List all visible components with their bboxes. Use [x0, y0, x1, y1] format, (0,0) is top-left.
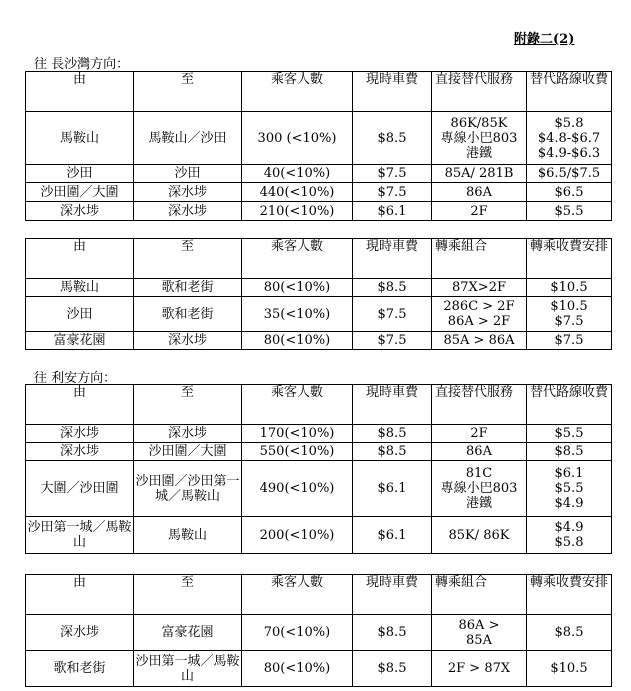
- cell-alt-service: [432, 461, 527, 517]
- table-row: [26, 517, 612, 554]
- header-alt-service: 直接替代服務: [432, 72, 527, 112]
- cell-passengers: 80(<10%): [242, 651, 353, 687]
- header-from: 由: [26, 72, 134, 112]
- header-to: 至: [134, 575, 242, 615]
- table-header-row: [26, 239, 612, 279]
- cell-fare: $6.1: [353, 202, 432, 221]
- cell-to: 深水埗: [134, 183, 242, 202]
- table-header-row: [26, 72, 612, 112]
- cell-transfer-combo: 2F > 87X: [432, 651, 527, 687]
- cell-to: 富豪花園: [134, 615, 242, 651]
- header-to: 至: [134, 239, 242, 279]
- cell-alt-service: 85K/ 86K: [432, 517, 527, 554]
- cell-transfer-combo: [432, 297, 527, 332]
- header-from: 由: [26, 575, 134, 615]
- cell-to: 歌和老街: [134, 297, 242, 332]
- cell-passengers: 490(<10%): [242, 461, 353, 517]
- cell-passengers: 170(<10%): [242, 425, 353, 443]
- cell-transfer-fare: $8.5: [527, 615, 612, 651]
- header-fare: 現時車費: [353, 72, 432, 112]
- section-heading-lee-on: 往 利安方向：: [34, 371, 117, 386]
- combo-line: 286C > 2F: [443, 299, 515, 314]
- alt-fare-line: $4.9: [554, 496, 584, 511]
- table-row: [26, 615, 612, 651]
- cell-from: 沙田圍／大圍: [26, 183, 134, 202]
- header-fare: 現時車費: [353, 575, 432, 615]
- header-passengers: 乘客人數: [242, 72, 353, 112]
- table-row: [26, 461, 612, 517]
- cell-to: 深水埗: [134, 202, 242, 221]
- cell-alt-service: 86A: [432, 183, 527, 202]
- cell-fare: $7.5: [353, 332, 432, 350]
- cell-transfer-combo: 87X>2F: [432, 279, 527, 297]
- cell-from: 深水埗: [26, 443, 134, 461]
- table-row: [26, 165, 612, 183]
- cell-alt-service: 85A/ 281B: [432, 165, 527, 183]
- header-passengers: 乘客人數: [242, 575, 353, 615]
- cell-alt-fare: $6.5/$7.5: [527, 165, 612, 183]
- direct-service-table-csw: [25, 71, 612, 221]
- cell-from: 沙田: [26, 297, 134, 332]
- alt-line: 專線小巴803: [440, 130, 518, 146]
- fare-line: $10.5: [550, 299, 588, 314]
- cell-from: 馬鞍山: [26, 279, 134, 297]
- header-from: 由: [26, 385, 134, 425]
- cell-passengers: 200(<10%): [242, 517, 353, 554]
- table-row: [26, 332, 612, 350]
- header-to: 至: [134, 385, 242, 425]
- table-row: [26, 202, 612, 221]
- header-alt-service: 直接替代服務: [432, 385, 527, 425]
- cell-passengers: 80(<10%): [242, 332, 353, 350]
- table-row: [26, 651, 612, 687]
- cell-fare: $7.5: [353, 297, 432, 332]
- cell-from: 深水埗: [26, 615, 134, 651]
- alt-fare-line: $5.8: [554, 535, 584, 550]
- cell-alt-service: 86A: [432, 443, 527, 461]
- cell-alt-fare: $6.5: [527, 183, 612, 202]
- cell-alt-fare: [527, 112, 612, 165]
- cell-fare: $8.5: [353, 112, 432, 165]
- table-header-row: [26, 575, 612, 615]
- header-alt-fare: 替代路線收費: [527, 385, 612, 425]
- cell-fare: $6.1: [353, 517, 432, 554]
- cell-fare: $7.5: [353, 183, 432, 202]
- cell-passengers: 210(<10%): [242, 202, 353, 221]
- cell-fare: $8.5: [353, 615, 432, 651]
- cell-to: 馬鞍山／沙田: [134, 112, 242, 165]
- section-heading-cheung-sha-wan: 往 長沙灣方向：: [34, 57, 130, 72]
- cell-alt-fare: $5.5: [527, 202, 612, 221]
- cell-from: 大圍／沙田圍: [26, 461, 134, 517]
- combo-line: 86A > 2F: [447, 314, 511, 329]
- table-row: [26, 443, 612, 461]
- alt-line: 港鐵: [465, 496, 492, 511]
- cell-passengers: 40(<10%): [242, 165, 353, 183]
- cell-alt-fare: $8.5: [527, 443, 612, 461]
- cell-from: 富豪花園: [26, 332, 134, 350]
- combo-line: 85A: [466, 632, 492, 648]
- header-fare: 現時車費: [353, 385, 432, 425]
- cell-fare: $7.5: [353, 165, 432, 183]
- cell-to: 沙田圍／沙田第一城／馬鞍山: [134, 461, 242, 517]
- fare-line: $7.5: [554, 314, 584, 329]
- cell-passengers: 550(<10%): [242, 443, 353, 461]
- cell-passengers: 80(<10%): [242, 279, 353, 297]
- cell-from: 馬鞍山: [26, 112, 134, 165]
- table-header-row: [26, 385, 612, 425]
- cell-passengers: 440(<10%): [242, 183, 353, 202]
- cell-alt-service: [432, 112, 527, 165]
- appendix-label: 附錄二(2): [514, 32, 575, 47]
- cell-transfer-fare: [527, 297, 612, 332]
- alt-line: 81C: [465, 466, 493, 481]
- cell-fare: $8.5: [353, 425, 432, 443]
- cell-fare: $8.5: [353, 443, 432, 461]
- cell-from: 深水埗: [26, 202, 134, 221]
- cell-fare: $8.5: [353, 651, 432, 687]
- cell-to: 沙田第一城／馬鞍山: [134, 651, 242, 687]
- header-transfer-fare: 轉乘收費安排: [527, 239, 612, 279]
- header-to: 至: [134, 72, 242, 112]
- cell-from: 沙田: [26, 165, 134, 183]
- cell-alt-fare: [527, 461, 612, 517]
- direct-service-table-lee-on: [25, 384, 612, 554]
- table-row: [26, 183, 612, 202]
- table-row: [26, 279, 612, 297]
- header-passengers: 乘客人數: [242, 385, 353, 425]
- cell-passengers: 300 (<10%): [242, 112, 353, 165]
- cell-transfer-combo: 85A > 86A: [432, 332, 527, 350]
- header-transfer-combo: 轉乘組合: [432, 575, 527, 615]
- cell-alt-fare: [527, 517, 612, 554]
- header-from: 由: [26, 239, 134, 279]
- cell-to: 沙田圍／大圍: [134, 443, 242, 461]
- cell-from: 深水埗: [26, 425, 134, 443]
- transfer-table-csw: [25, 238, 612, 350]
- alt-line: 港鐵: [465, 145, 492, 161]
- alt-fare-line: $4.9: [554, 520, 584, 535]
- cell-to: 馬鞍山: [134, 517, 242, 554]
- cell-alt-service: 2F: [432, 202, 527, 221]
- transfer-table-lee-on: [25, 574, 612, 687]
- cell-from: 沙田第一城／馬鞍山: [26, 517, 134, 554]
- cell-passengers: 70(<10%): [242, 615, 353, 651]
- alt-fare-line: $4.9-$6.3: [537, 145, 601, 161]
- cell-transfer-combo: [432, 615, 527, 651]
- cell-transfer-fare: $7.5: [527, 332, 612, 350]
- alt-fare-line: $4.8-$6.7: [537, 130, 601, 146]
- header-passengers: 乘客人數: [242, 239, 353, 279]
- header-fare: 現時車費: [353, 239, 432, 279]
- alt-fare-line: $5.5: [554, 481, 584, 496]
- cell-alt-fare: $5.5: [527, 425, 612, 443]
- cell-alt-service: 2F: [432, 425, 527, 443]
- table-row: [26, 425, 612, 443]
- cell-to: 深水埗: [134, 425, 242, 443]
- cell-to: 歌和老街: [134, 279, 242, 297]
- table-row: [26, 297, 612, 332]
- combo-line: 86A >: [458, 617, 500, 633]
- alt-fare-line: $6.1: [554, 466, 584, 481]
- cell-fare: $8.5: [353, 279, 432, 297]
- alt-line: 專線小巴803: [440, 481, 518, 496]
- alt-line: 86K/85K: [450, 115, 508, 131]
- cell-to: 深水埗: [134, 332, 242, 350]
- header-alt-fare: 替代路線收費: [527, 72, 612, 112]
- header-transfer-fare: 轉乘收費安排: [527, 575, 612, 615]
- cell-to: 沙田: [134, 165, 242, 183]
- cell-from: 歌和老街: [26, 651, 134, 687]
- header-transfer-combo: 轉乘組合: [432, 239, 527, 279]
- cell-transfer-fare: $10.5: [527, 651, 612, 687]
- alt-fare-line: $5.8: [554, 115, 584, 131]
- cell-transfer-fare: $10.5: [527, 279, 612, 297]
- table-row: [26, 112, 612, 165]
- cell-passengers: 35(<10%): [242, 297, 353, 332]
- cell-fare: $6.1: [353, 461, 432, 517]
